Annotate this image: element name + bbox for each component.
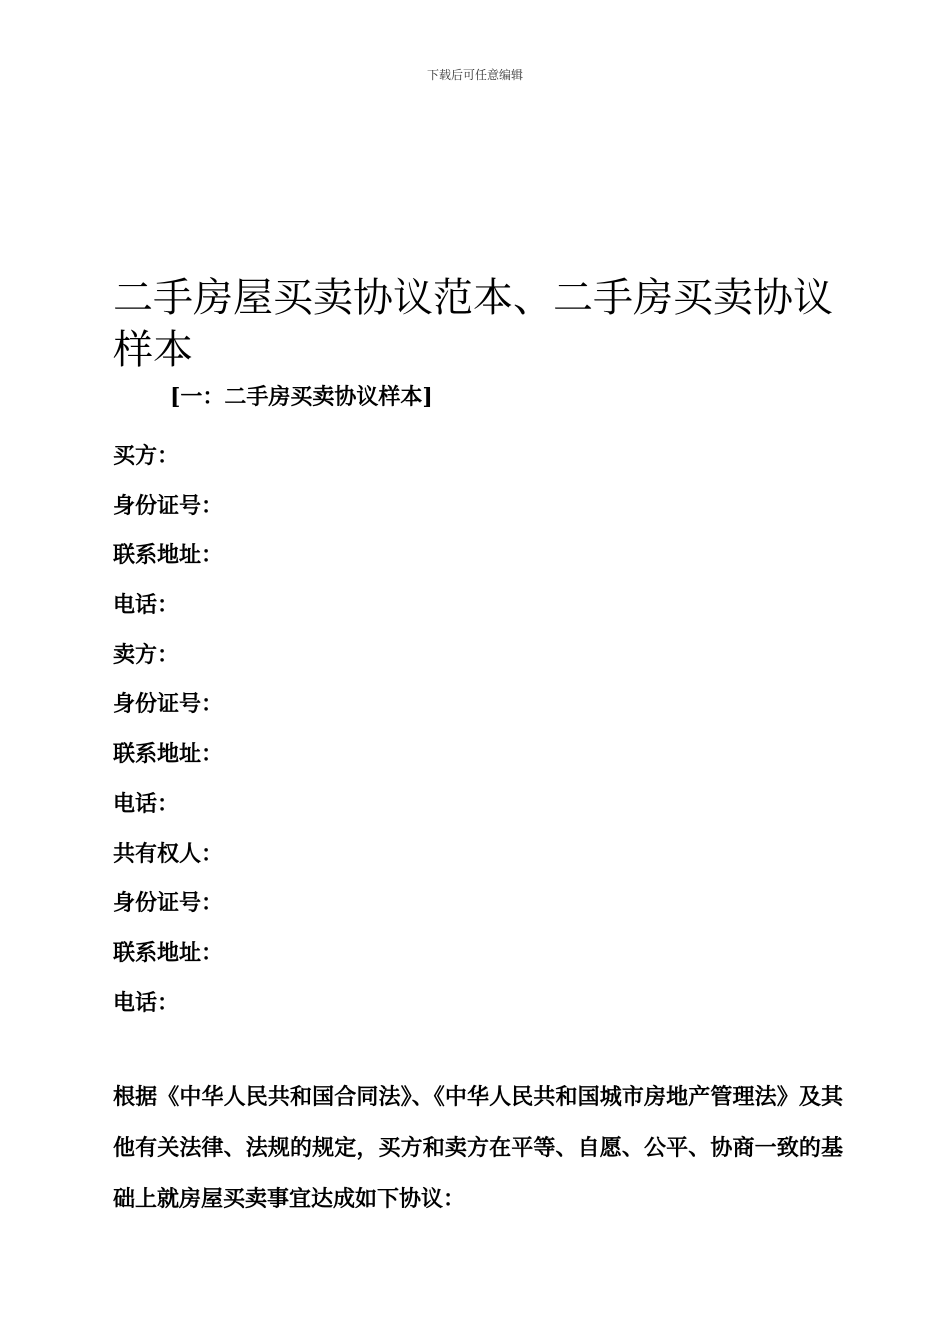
document-subtitle: [一：二手房买卖协议样本] — [170, 384, 433, 410]
co-owner-id-number-label: 身份证号： — [113, 890, 224, 917]
seller-id-number-label: 身份证号： — [113, 691, 224, 718]
buyer-id-number-label: 身份证号： — [113, 492, 224, 519]
buyer-phone-label: 电话： — [113, 592, 180, 619]
intro-paragraph: 根据《中华人民共和国合同法》、《中华人民共和国城市房地产管理法》及其他有关法律、法规的规定，买方和卖方在平等、自愿、公平、协商一致的基础上就房屋买卖事宜达成如下协议： — [113, 1084, 843, 1212]
document-title: 二手房屋买卖协议范本、二手房买卖协议样本 — [113, 275, 833, 373]
seller-phone-label: 电话： — [113, 790, 180, 817]
co-owner-label: 共有权人： — [113, 840, 224, 867]
co-owner-phone-label: 电话： — [113, 989, 180, 1016]
seller-address-label: 联系地址： — [113, 741, 224, 768]
seller-label: 卖方： — [113, 641, 180, 668]
buyer-address-label: 联系地址： — [113, 542, 224, 569]
buyer-label: 买方： — [113, 443, 180, 469]
co-owner-address-label: 联系地址： — [113, 939, 224, 966]
page-header-note: 下载后可任意编辑 — [426, 68, 523, 82]
party-info-list — [113, 432, 843, 1028]
